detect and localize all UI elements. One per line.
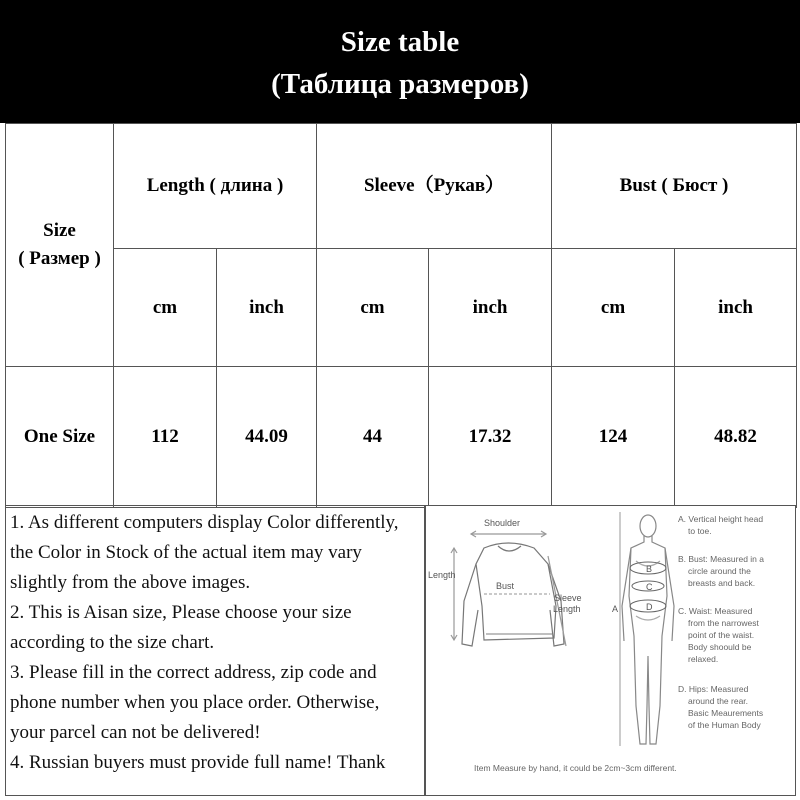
notes-panel (5, 505, 425, 796)
length-label: Length (428, 570, 456, 580)
note-line: 3. Please fill in the correct address, zip code and (10, 662, 377, 683)
group-header-row (6, 124, 797, 249)
measurement-diagram (425, 505, 796, 796)
length-cm-value: 112 (114, 367, 217, 508)
sleeve-inch-value: 17.32 (429, 367, 552, 508)
legend-c-line: from the narrowest (688, 618, 759, 628)
sleeve-header: Sleeve（Рукав） (317, 124, 552, 249)
legend-b-line: breasts and back. (688, 578, 756, 588)
sleeve-cm-value: 44 (317, 367, 429, 508)
length-inch-value: 44.09 (217, 367, 317, 508)
legend-c-line: point of the waist. (688, 630, 755, 640)
measurement-diagram-svg (426, 506, 795, 795)
marker-a: A (612, 604, 619, 614)
marker-d: D (646, 602, 653, 612)
bust-header: Bust ( Бюст ) (552, 124, 797, 249)
measure-footnote: Item Measure by hand, it could be 2cm~3cm different. (474, 763, 677, 773)
unit-sleeve-inch: inch (429, 249, 552, 367)
legend-b-line: circle around the (688, 566, 751, 576)
bust-inch-value: 48.82 (675, 367, 797, 508)
bust-label: Bust (496, 581, 515, 591)
legend-a-line: to toe. (688, 526, 712, 536)
human-body-icon (620, 512, 674, 746)
note-line: your parcel can not be delivered! (10, 722, 261, 743)
unit-header-row (6, 249, 797, 367)
unit-bust-cm: cm (552, 249, 675, 367)
marker-c: C (646, 582, 653, 592)
bust-cm-value: 124 (552, 367, 675, 508)
size-column-header (6, 124, 114, 367)
size-table-header (0, 0, 800, 123)
legend-d-line: D. Hips: Measured (678, 684, 749, 694)
row-size-label: One Size (6, 367, 114, 508)
marker-b: B (646, 564, 653, 574)
legend-a-line: A. Vertical height head (678, 514, 764, 524)
legend-d-line: Basic Meaurements (688, 708, 764, 718)
note-line: 1. As different computers display Color differently, (10, 512, 399, 533)
legend-b-line: B. Bust: Measured in a (678, 554, 764, 564)
note-line: 2. This is Aisan size, Please choose your size (10, 602, 352, 623)
legend-c-line: Body shoould be (688, 642, 752, 652)
sleeve-label: Sleeve (554, 593, 582, 603)
legend-d-line: of the Human Body (688, 720, 761, 730)
note-line: 4. Russian buyers must provide full name! Thank (10, 752, 386, 773)
legend-d-line: around the rear. (688, 696, 749, 706)
note-line: the Color in Stock of the actual item may vary (10, 542, 362, 563)
unit-length-cm: cm (114, 249, 217, 367)
note-line: slightly from the above images. (10, 572, 251, 593)
shoulder-label: Shoulder (484, 518, 521, 528)
size-table (5, 123, 797, 508)
note-line: phone number when you place order. Otherwise, (10, 692, 380, 713)
legend-a (678, 514, 763, 536)
legend-b (678, 554, 764, 588)
legend-d (678, 684, 763, 730)
note-line: according to the size chart. (10, 632, 215, 653)
legend-c (678, 606, 759, 664)
size-header-en: Size (43, 220, 76, 241)
legend-c-line: relaxed. (688, 654, 719, 664)
unit-sleeve-cm: cm (317, 249, 429, 367)
unit-length-inch: inch (217, 249, 317, 367)
header-subtitle: (Таблица размеров) (271, 68, 529, 100)
legend-c-line: C. Waist: Measured (678, 606, 753, 616)
length-header: Length ( длина ) (114, 124, 317, 249)
size-header-ru: ( Размер ) (18, 248, 101, 269)
table-row (6, 367, 797, 508)
header-title: Size table (340, 26, 460, 58)
sleeve-length-label: Length (553, 604, 581, 614)
unit-bust-inch: inch (675, 249, 797, 367)
